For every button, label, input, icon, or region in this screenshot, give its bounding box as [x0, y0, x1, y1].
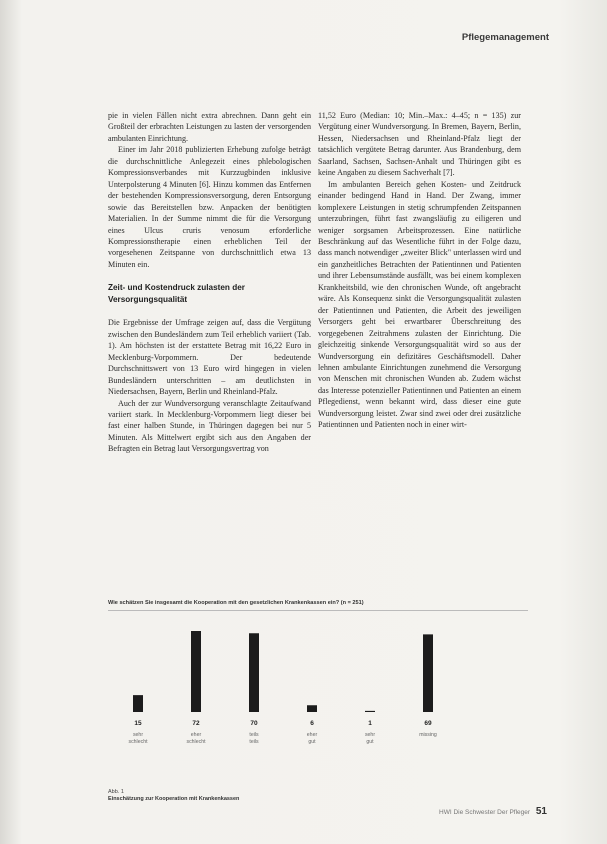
category-label: schlecht — [128, 739, 148, 745]
figure-caption — [108, 789, 408, 803]
data-label: 1 — [368, 720, 372, 727]
right-column — [318, 110, 521, 431]
category-label: teils — [249, 739, 259, 745]
left-column — [108, 110, 311, 455]
category-label: eher — [190, 732, 202, 738]
page-number: 51 — [535, 806, 547, 817]
paragraph: 11,52 Euro (Median: 10; Min.–Max.: 4–45; n = 135) zur Vergütung einer Wundversorgung. In Bremen, Bayern, Berlin, Hessen, Niedersachsen und Rheinland-Pfalz liegt der tatsächlich vergütete Betrag darunter. Aus Brandenburg, dem Saarland, Sachsen, Sachsen-Anhalt und Thüringen gibt es keine Angaben zu diesem Sachverhalt [7]. — [318, 111, 521, 178]
category-label: gut — [366, 739, 374, 745]
bar-6 — [423, 634, 433, 712]
category-label: schlecht — [186, 739, 206, 745]
divider — [108, 610, 528, 611]
bar-chart-figure — [108, 600, 528, 775]
data-label: 72 — [192, 720, 200, 727]
bar-2 — [191, 631, 201, 712]
category-label: missing — [419, 732, 437, 738]
journal-name: HWI Die Schwester Der Pfleger — [439, 809, 531, 816]
data-label: 69 — [424, 720, 432, 727]
category-label: teils — [249, 732, 259, 738]
section-heading: Zeit- und Kostendruck zulasten der Versorgungsqualität — [108, 283, 245, 304]
running-head: Pflegemanagement — [461, 32, 549, 43]
chart-title: Wie schätzen Sie insgesamt die Kooperation mit den gesetzlichen Krankenkassen ein? (n = 251) — [108, 600, 364, 606]
category-label: sehr — [132, 732, 144, 738]
category-label: eher — [306, 732, 318, 738]
paragraph: Im ambulanten Bereich gehen Kosten- und Zeitdruck einander bedingend Hand in Hand. Der Zwang, immer komplexere Leistungen in stetig schrumpfenden Zeitspannen unterzubringen, führt fast zwangsläufig zu eiligeren und weniger sorgsamen Arbeitsprozessen. Eine natürliche Beschränkung auf das Wesentliche führt in der Folge dazu, dass manch notwendiger „zweiter Blick" unterlassen wird und ein ganzheitliches Betrachten der Patientinnen und Patienten und ihrer Lebensumstände ausfällt, was bei einem komplexen Krankheitsbild, wie den chronischen Wunde, oft angebracht wäre. Als Konsequenz sinkt die Versorgungsqualität zulasten der Patientinnen und Patienten, die Arbeit des jeweiligen Versorgers geht bei erwartbarer Überschreitung des vorgegebenen Zeitrahmens zulasten der Einrichtung. Die gleichzeitig sinkende Versorgungsqualität wird so aus der Wundversorgung ein defizitäres Geschäftsmodell. Daher lehnen ambulante Einrichtungen zunehmend die Versorgung von Menschen mit chronischen Wunden ab. Zudem wächst das Interesse potenzieller Patientinnen und Patienten an einem Pflegedienst, wenn bekannt wird, dass dieser eine gute Wundversorgung leistet. Zwar sind zwei oder drei zusätzliche Patientinnen und Patienten noch in einer wirt- — [318, 179, 521, 430]
category-label: sehr — [364, 732, 376, 738]
bar-chart — [108, 614, 528, 774]
paragraph: Die Ergebnisse der Umfrage zeigen auf, dass die Vergütung zwischen den Bundesländern zum Teil erheblich variiert (Tab. 1). Am höchsten ist der erstattete Betrag mit 16,22 Euro in Mecklenburg-Vorpommern. Der bedeutende Durchschnittswert von 13 Euro wird hingegen in vielen Bundesländern unterschritten – am deutlichsten in Niedersachsen, Bayern, Berlin und Rheinland-Pfalz. — [108, 318, 311, 397]
page-footer — [439, 806, 547, 817]
caption-title: Einschätzung zur Kooperation mit Krankenkassen — [108, 796, 240, 802]
data-label: 6 — [310, 720, 314, 727]
data-label: 15 — [134, 720, 142, 727]
bar-1 — [133, 695, 143, 712]
bar-4 — [307, 705, 317, 712]
caption-label: Abb. 1 — [108, 789, 124, 795]
category-label: gut — [308, 739, 316, 745]
bar-5 — [365, 711, 375, 712]
paragraph: Einer im Jahr 2018 publizierten Erhebung zufolge beträgt die durchschnittliche Anlegezeit eines phlebologischen Kompressionsverbandes mit Kurzzugbinden inklusive Unterpolsterung 4 Minuten [6]. Hinzu kommen das Entfernen der bestehenden Kompressionsversorgung, deren Entsorgung sowie das Bereitstellen bzw. Anpacken der benötigten Materialien. In der Summe nimmt die für die Versorgung eines Ulcus cruris venosum erforderliche Kompressionstherapie einen erheblichen Teil der vorgesehenen Zeitspanne von durchschnittlich etwa 13 Minuten ein. — [108, 145, 311, 269]
data-label: 70 — [250, 720, 258, 727]
bar-3 — [249, 633, 259, 712]
paragraph: pie in vielen Fällen nicht extra abrechnen. Dann geht ein Großteil der erbrachten Leistungen zu lasten der versorgenden ambulanten Einrichtung. — [108, 111, 311, 143]
paragraph: Auch der zur Wundversorgung veranschlagte Zeitaufwand variiert stark. In Mecklenburg-Vorpommern liegt dieser bei fast einer halben Stunde, in Thüringen dagegen bei nur 5 Minuten. Als Mittelwert ergibt sich aus den Angaben der Befragten ein Betrag laut Versorgungsvertrag von — [108, 398, 311, 454]
